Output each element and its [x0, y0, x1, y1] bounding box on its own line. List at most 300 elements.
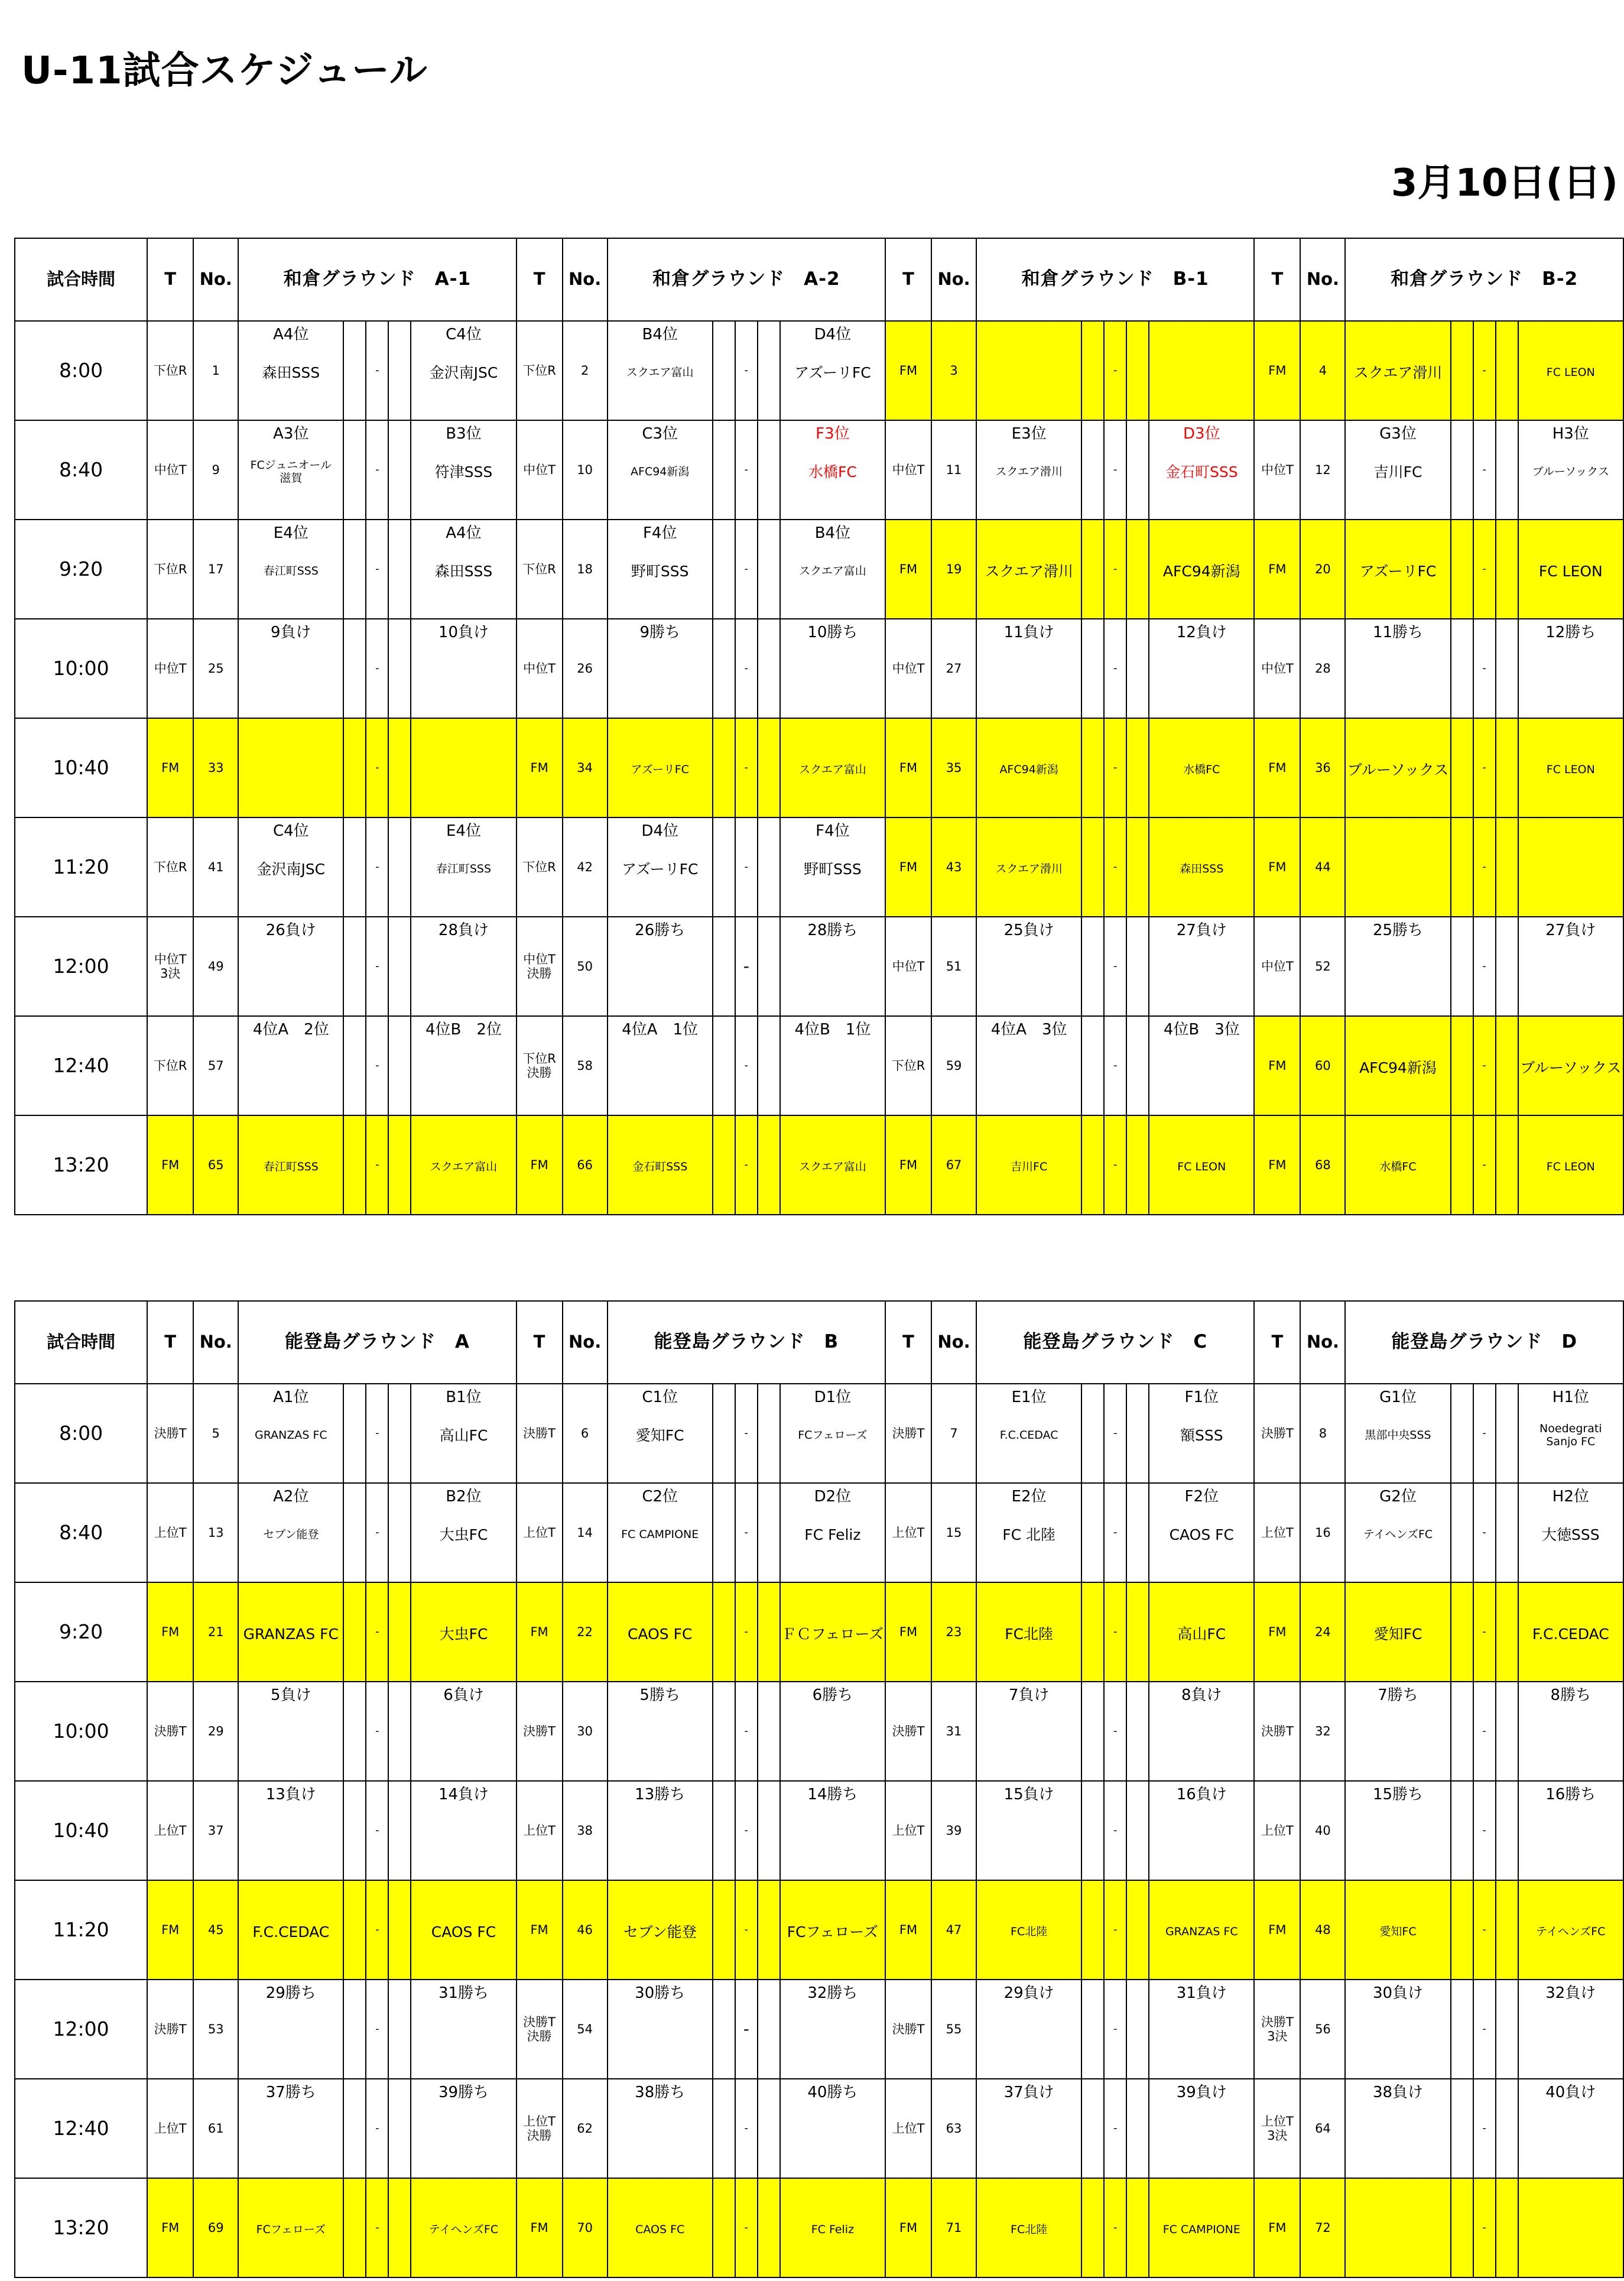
home-slot-label: C1位 [642, 1388, 678, 1406]
away-slot-label: 4位B 3位 [1163, 1021, 1240, 1039]
away-team-name [411, 1063, 515, 1068]
score-cell [388, 2079, 411, 2178]
match-number-cell: 3 [931, 321, 976, 420]
away-team-name: CAOS FC [431, 1923, 496, 1941]
away-slot-label: 14負け [438, 1786, 489, 1803]
score-separator: - [1473, 1682, 1496, 1781]
score-separator: - [1104, 2178, 1126, 2277]
match-number-cell: 1 [193, 321, 238, 420]
home-team-name: 森田SSS [262, 364, 320, 381]
score-separator: - [1104, 1016, 1126, 1115]
home-team-name: FC北陸 [1011, 2223, 1048, 2237]
score-separator: - [1473, 1880, 1496, 1980]
score-separator: - [1104, 619, 1126, 718]
home-team-name: セブン能登 [623, 1923, 697, 1941]
no-header: No. [193, 1301, 238, 1384]
away-team-name [1149, 964, 1253, 969]
score-cell [1496, 1781, 1518, 1880]
away-slot-label: 16勝ち [1545, 1786, 1596, 1803]
score-cell [1081, 1781, 1104, 1880]
match-number-cell: 13 [193, 1483, 238, 1582]
score-cell [1126, 2178, 1149, 2277]
home-team-name [608, 2126, 712, 2131]
home-slot-label: G1位 [1379, 1388, 1417, 1406]
away-team-name: FC LEON [1546, 763, 1595, 777]
home-team-name: スクエア富山 [626, 366, 694, 379]
away-slot-label: 28負け [438, 922, 489, 939]
match-number-cell: 54 [563, 1980, 608, 2079]
home-team-name [1346, 1729, 1450, 1734]
round-type-cell: FM [147, 1582, 193, 1682]
score-separator: - [366, 2079, 388, 2178]
match-number-cell: 4 [1300, 321, 1345, 420]
home-slot-label: 30負け [1372, 1984, 1424, 2002]
away-team-name [1149, 1729, 1253, 1734]
away-team-name [1149, 2126, 1253, 2131]
away-team-cell [411, 420, 516, 520]
away-team-cell [1149, 1682, 1254, 1781]
away-team-cell [1518, 1682, 1623, 1781]
score-separator: - [366, 1115, 388, 1215]
round-type-cell: 決勝T [885, 1682, 931, 1781]
home-team-cell [608, 817, 713, 917]
away-team-cell [1518, 917, 1623, 1016]
away-team-name: Noedegrati Sanjo FC [1539, 1422, 1602, 1448]
schedule-row [15, 1016, 1623, 1115]
score-cell [388, 420, 411, 520]
away-team-name: 水橋FC [808, 463, 857, 481]
away-team-name: 符津SSS [434, 463, 493, 481]
home-team-cell [976, 2079, 1081, 2178]
match-number-cell: 57 [193, 1016, 238, 1115]
score-separator: - [735, 619, 758, 718]
home-slot-label: 5勝ち [639, 1686, 680, 1704]
no-header: No. [1300, 1301, 1345, 1384]
home-team-cell [1345, 1384, 1450, 1483]
away-team-name [1149, 2027, 1253, 2032]
away-team-name [781, 2126, 885, 2131]
score-cell [1081, 619, 1104, 718]
time-header: 試合時間 [15, 238, 147, 321]
match-number-cell: 36 [1300, 718, 1345, 817]
match-number-cell: 65 [193, 1115, 238, 1215]
score-separator: - [366, 718, 388, 817]
match-number-cell: 10 [563, 420, 608, 520]
home-slot-label: E4位 [273, 524, 308, 542]
score-cell [713, 1483, 735, 1582]
home-team-name: 野町SSS [631, 562, 689, 580]
home-team-cell [1345, 1880, 1450, 1980]
away-team-cell [411, 1483, 516, 1582]
time-cell: 11:20 [15, 817, 147, 917]
home-team-name [239, 1729, 343, 1734]
round-type-cell: FM [885, 1880, 931, 1980]
time-cell: 11:20 [15, 1880, 147, 1980]
home-team-name: GRANZAS FC [243, 1625, 339, 1643]
away-team-name: 高山FC [1177, 1625, 1226, 1643]
match-number-cell: 14 [563, 1483, 608, 1582]
home-team-cell [608, 1980, 713, 2079]
home-team-name: FCフェローズ [256, 2223, 326, 2237]
home-team-cell [976, 1880, 1081, 1980]
away-team-name [411, 2027, 515, 2032]
score-cell [1496, 1880, 1518, 1980]
no-header: No. [931, 238, 976, 321]
home-team-name: テイヘンズFC [1363, 1528, 1433, 1542]
score-separator: - [1473, 1582, 1496, 1682]
away-slot-label: B3位 [446, 425, 482, 443]
score-cell [758, 2079, 780, 2178]
home-team-cell [1345, 420, 1450, 520]
score-cell [1081, 2178, 1104, 2277]
away-team-name: GRANZAS FC [1165, 1925, 1238, 1939]
score-cell [1496, 1682, 1518, 1781]
away-team-cell [411, 321, 516, 420]
away-slot-label: 12勝ち [1545, 624, 1596, 641]
home-team-cell [1345, 321, 1450, 420]
score-separator: - [366, 321, 388, 420]
away-team-cell [1149, 1483, 1254, 1582]
home-slot-label: E1位 [1011, 1388, 1047, 1406]
away-team-cell [411, 1980, 516, 2079]
away-team-cell [780, 1115, 885, 1215]
score-cell [713, 520, 735, 619]
home-team-name: CAOS FC [627, 1625, 693, 1643]
away-team-name: FC LEON [1538, 562, 1603, 580]
away-slot-label: 39勝ち [438, 2084, 489, 2101]
score-cell [713, 718, 735, 817]
away-team-name: 高山FC [439, 1426, 488, 1444]
score-separator: - [1104, 520, 1126, 619]
round-type-cell: 決勝T [885, 1384, 931, 1483]
match-number-cell: 9 [193, 420, 238, 520]
score-cell [343, 420, 366, 520]
round-type-cell: 下位R [885, 1016, 931, 1115]
away-slot-label: 6負け [443, 1686, 484, 1704]
score-cell [758, 1980, 780, 2079]
home-team-cell [238, 619, 343, 718]
round-type-cell: 上位T [1254, 1483, 1300, 1582]
round-type-cell: 決勝T [1254, 1384, 1300, 1483]
round-type-cell: FM [517, 718, 563, 817]
score-cell [1126, 520, 1149, 619]
home-team-cell [976, 817, 1081, 917]
away-team-name [411, 1729, 515, 1734]
t-header: T [147, 1301, 193, 1384]
round-type-cell: 中位T [517, 619, 563, 718]
home-slot-label: 30勝ち [635, 1984, 686, 2002]
score-cell [388, 1682, 411, 1781]
away-slot-label: C4位 [446, 326, 482, 343]
away-slot-label: 28勝ち [807, 922, 858, 939]
match-number-cell: 69 [193, 2178, 238, 2277]
round-type-cell: FM [517, 1115, 563, 1215]
score-cell [758, 420, 780, 520]
round-type-cell: FM [1254, 2178, 1300, 2277]
away-team-name: 森田SSS [1180, 862, 1224, 876]
home-slot-label: 26勝ち [635, 922, 686, 939]
away-team-cell [1149, 718, 1254, 817]
home-team-name [1346, 865, 1450, 869]
score-cell [388, 520, 411, 619]
home-team-name: 黒部中央SSS [1365, 1429, 1431, 1442]
home-team-name: ブルーソックス [1347, 761, 1449, 778]
away-team-name: 水橋FC [1183, 763, 1220, 777]
home-team-name [977, 2027, 1081, 2032]
home-team-name: スクエア滑川 [985, 562, 1073, 580]
score-cell [1126, 420, 1149, 520]
time-cell: 8:00 [15, 321, 147, 420]
match-number-cell: 51 [931, 917, 976, 1016]
score-separator: - [1473, 718, 1496, 817]
away-team-name: FC LEON [1546, 1160, 1595, 1174]
home-slot-label: A4位 [273, 326, 309, 343]
away-slot-label: 8勝ち [1550, 1686, 1591, 1704]
score-cell [713, 1880, 735, 1980]
score-separator: - [366, 1384, 388, 1483]
away-team-name: スクエア富山 [799, 1160, 866, 1174]
home-slot-label: G2位 [1379, 1488, 1417, 1505]
round-type-cell: FM [147, 1115, 193, 1215]
round-type-cell: 上位T [147, 1483, 193, 1582]
score-cell [1126, 321, 1149, 420]
away-slot-label: H1位 [1552, 1388, 1589, 1406]
match-number-cell: 72 [1300, 2178, 1345, 2277]
home-slot-label: C3位 [642, 425, 678, 443]
score-separator: - [1473, 1980, 1496, 2079]
away-team-cell [411, 1384, 516, 1483]
score-cell [1496, 917, 1518, 1016]
away-team-cell [411, 520, 516, 619]
away-team-cell [1518, 1384, 1623, 1483]
score-cell [343, 917, 366, 1016]
home-slot-label: G3位 [1379, 425, 1417, 443]
round-type-cell: FM [1254, 817, 1300, 917]
score-separator: - [735, 817, 758, 917]
away-team-name [1149, 1828, 1253, 1833]
home-team-cell [238, 1384, 343, 1483]
time-cell: 12:40 [15, 2079, 147, 2178]
round-type-cell: 下位R [517, 321, 563, 420]
home-team-name [1346, 2126, 1450, 2131]
round-type-cell: 決勝T [147, 1682, 193, 1781]
score-cell [1496, 520, 1518, 619]
round-type-cell: 中位T [885, 619, 931, 718]
away-team-name: 森田SSS [434, 562, 493, 580]
match-number-cell: 38 [563, 1781, 608, 1880]
match-number-cell: 52 [1300, 917, 1345, 1016]
home-team-cell [976, 1483, 1081, 1582]
home-team-name: 水橋FC [1379, 1160, 1417, 1174]
field-header: 和倉グラウンド B-2 [1345, 238, 1623, 321]
round-type-cell: 中位T 3決 [147, 917, 193, 1016]
score-separator: - [735, 1682, 758, 1781]
away-team-name [1149, 666, 1253, 671]
home-team-name [1346, 2027, 1450, 2032]
home-slot-label: 29勝ち [265, 1984, 316, 2002]
away-team-cell [780, 917, 885, 1016]
home-team-name: スクエア滑川 [995, 862, 1063, 876]
score-cell [713, 1781, 735, 1880]
schedule-row [15, 1682, 1623, 1781]
score-cell [1496, 2178, 1518, 2277]
home-team-name: 愛知FC [635, 1426, 684, 1444]
away-team-cell [780, 1682, 885, 1781]
score-cell [758, 2178, 780, 2277]
schedule-row [15, 718, 1623, 817]
home-team-name [239, 2126, 343, 2131]
away-slot-label: 4位B 1位 [794, 1021, 871, 1039]
score-separator: - [735, 1115, 758, 1215]
home-team-name: 金石町SSS [632, 1160, 688, 1174]
round-type-cell: FM [517, 2178, 563, 2277]
home-team-name: 春江町SSS [263, 1160, 319, 1174]
home-team-name [608, 666, 712, 671]
time-header: 試合時間 [15, 1301, 147, 1384]
score-cell [343, 1781, 366, 1880]
score-cell [1451, 2079, 1473, 2178]
home-slot-label: 11負け [1003, 624, 1054, 641]
field-header: 能登島グラウンド C [976, 1301, 1254, 1384]
away-team-cell [1149, 1781, 1254, 1880]
score-separator: - [735, 520, 758, 619]
away-team-name: テイヘンズFC [428, 2223, 499, 2237]
score-cell [1081, 1880, 1104, 1980]
home-team-cell [976, 1781, 1081, 1880]
score-cell [1451, 520, 1473, 619]
score-cell [713, 1016, 735, 1115]
away-team-cell [780, 1016, 885, 1115]
away-team-name [411, 964, 515, 969]
home-team-cell [238, 420, 343, 520]
score-cell [1451, 1115, 1473, 1215]
score-cell [1126, 1781, 1149, 1880]
round-type-cell: 中位T [885, 917, 931, 1016]
score-cell [388, 619, 411, 718]
away-slot-label: 32負け [1545, 1984, 1596, 2002]
no-header: No. [563, 1301, 608, 1384]
schedule-row [15, 1115, 1623, 1215]
match-number-cell: 7 [931, 1384, 976, 1483]
round-type-cell: 決勝T 3決 [1254, 1980, 1300, 2079]
score-separator: - [1104, 1980, 1126, 2079]
score-cell [1496, 1980, 1518, 2079]
round-type-cell: FM [885, 2178, 931, 2277]
home-team-name [608, 1828, 712, 1833]
home-slot-label: E2位 [1011, 1488, 1047, 1505]
home-team-name: CAOS FC [635, 2223, 685, 2237]
score-separator: - [366, 1781, 388, 1880]
away-slot-label: 14勝ち [807, 1786, 858, 1803]
t-header: T [517, 238, 563, 321]
t-header: T [517, 1301, 563, 1384]
score-cell [1451, 817, 1473, 917]
score-cell [1126, 1384, 1149, 1483]
score-cell [713, 1384, 735, 1483]
score-separator: - [1473, 1483, 1496, 1582]
home-team-name: アズーリFC [1359, 562, 1437, 580]
home-team-cell [608, 1880, 713, 1980]
away-team-cell [780, 1880, 885, 1980]
match-number-cell: 55 [931, 1980, 976, 2079]
away-team-name: FCフェローズ [787, 1923, 879, 1941]
score-separator: - [1104, 1384, 1126, 1483]
schedule-row [15, 1880, 1623, 1980]
away-team-cell [411, 1016, 516, 1115]
away-slot-label: 40勝ち [807, 2084, 858, 2101]
score-cell [1081, 1483, 1104, 1582]
away-team-cell [780, 2178, 885, 2277]
field-header: 和倉グラウンド A-2 [608, 238, 885, 321]
schedule-table-notojima [14, 1300, 1624, 2278]
home-team-cell [608, 917, 713, 1016]
home-slot-label: A1位 [273, 1388, 309, 1406]
score-cell [713, 1115, 735, 1215]
away-team-cell [1518, 321, 1623, 420]
score-separator: - [1473, 2079, 1496, 2178]
score-cell [758, 1682, 780, 1781]
home-team-name [608, 1063, 712, 1068]
round-type-cell: 下位R [147, 321, 193, 420]
home-slot-label: 37負け [1003, 2084, 1054, 2101]
schedule-row [15, 817, 1623, 917]
home-team-name: スクエア滑川 [1353, 364, 1443, 381]
home-team-name: GRANZAS FC [254, 1429, 327, 1442]
away-team-cell [780, 1980, 885, 2079]
away-team-name [1519, 964, 1623, 969]
home-team-cell [1345, 1781, 1450, 1880]
field-header: 和倉グラウンド B-1 [976, 238, 1254, 321]
away-team-name [1519, 2027, 1623, 2032]
match-number-cell: 23 [931, 1582, 976, 1682]
away-team-cell [1518, 1980, 1623, 2079]
t-header: T [147, 238, 193, 321]
score-cell [758, 520, 780, 619]
score-separator: - [366, 1483, 388, 1582]
page-date: 3月10日(日) [1391, 161, 1618, 205]
home-team-cell [238, 1115, 343, 1215]
home-team-cell [1345, 1483, 1450, 1582]
score-cell [388, 1880, 411, 1980]
schedule-row [15, 1781, 1623, 1880]
score-cell [1081, 917, 1104, 1016]
score-cell [343, 1483, 366, 1582]
home-slot-label: 25勝ち [1372, 922, 1424, 939]
score-cell [343, 2079, 366, 2178]
home-team-name: アズーリFC [621, 860, 699, 878]
home-team-name [239, 666, 343, 671]
score-cell [1496, 2079, 1518, 2178]
score-cell [1496, 1384, 1518, 1483]
away-team-cell [780, 520, 885, 619]
score-cell [713, 1980, 735, 2079]
time-cell: 8:00 [15, 1384, 147, 1483]
score-cell [1081, 520, 1104, 619]
score-cell [343, 321, 366, 420]
away-team-name: ブルーソックス [1520, 1059, 1622, 1076]
home-slot-label: 15勝ち [1372, 1786, 1424, 1803]
score-cell [343, 817, 366, 917]
match-number-cell: 66 [563, 1115, 608, 1215]
score-cell [1496, 1483, 1518, 1582]
away-team-name: 金沢南JSC [429, 364, 498, 381]
home-team-name: 愛知FC [1373, 1625, 1422, 1643]
home-team-cell [238, 2178, 343, 2277]
time-cell: 8:40 [15, 1483, 147, 1582]
match-number-cell: 20 [1300, 520, 1345, 619]
time-cell: 9:20 [15, 520, 147, 619]
match-number-cell: 15 [931, 1483, 976, 1582]
